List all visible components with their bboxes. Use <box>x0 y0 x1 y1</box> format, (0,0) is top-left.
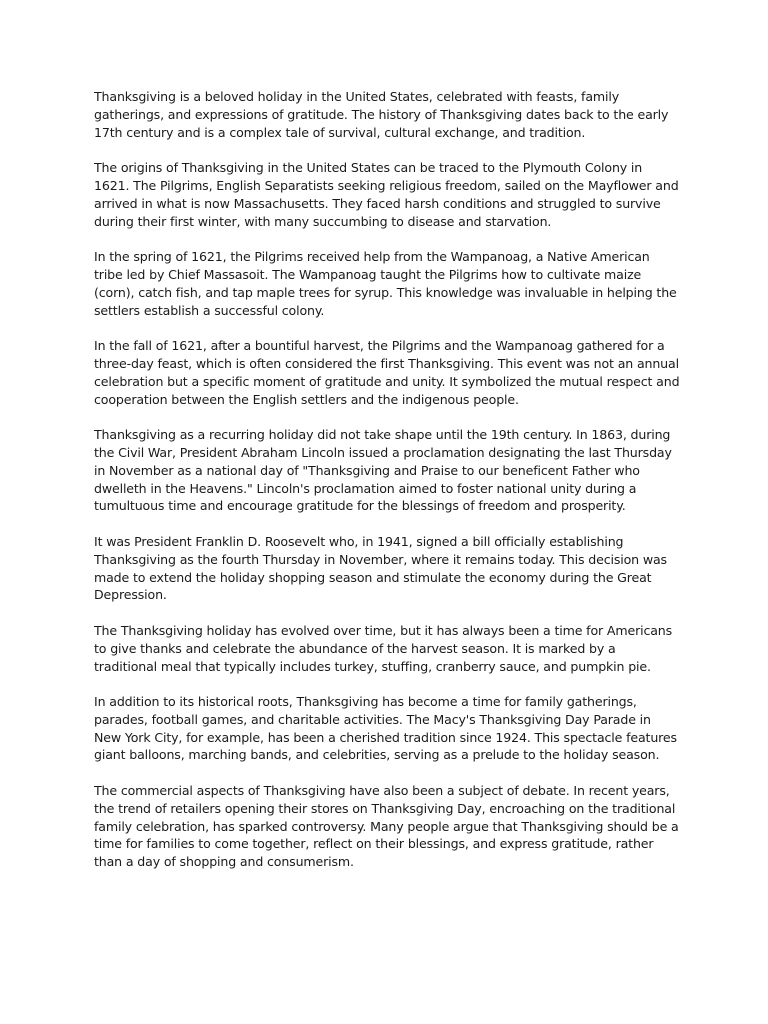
paragraph-roosevelt: It was President Franklin D. Roosevelt who, in 1941, signed a bill officially establishing Thanksgiving as the fourth Thursday in November, where it remains today. This decision was made to extend the holiday shopping season and stimulate the economy during the Great Depression. <box>94 533 667 603</box>
paragraph-first-feast: In the fall of 1621, after a bountiful harvest, the Pilgrims and the Wampanoag gathered for a three-day feast, which is often considered the first Thanksgiving. This event was not an annual celebration but a specific moment of gratitude and unity. It symbolized the mutual respect and cooperation between the English settlers and the indigenous people. <box>94 338 680 407</box>
paragraph-lincoln: Thanksgiving as a recurring holiday did not take shape until the 19th century. In 1863, during the Civil War, President Abraham Lincoln issued a proclamation designating the last Thursday in November as a national day of "Thanksgiving and Praise to our beneficent Father who dwelleth in the Heavens." Lincoln's proclamation aimed to foster national unity during a tumultuous time and encourage gratitude for the blessings of freedom and prosperity. <box>94 427 672 514</box>
paragraph-origins: The origins of Thanksgiving in the United States can be traced to the Plymouth Colony in 1621. The Pilgrims, English Separatists seeking religious freedom, sailed on the Mayflower and arrived in what is now Massachusetts. They faced harsh conditions and struggled to survive during their first winter, with many succumbing to disease and starvation. <box>94 160 679 229</box>
paragraph-traditions: In addition to its historical roots, Thanksgiving has become a time for family gatherings, parades, football games, and charitable activities. The Macy's Thanksgiving Day Parade in New York City, for example, has been a cherished tradition since 1924. This spectacle features giant balloons, marching bands, and celebrities, serving as a prelude to the holiday season. <box>94 694 677 763</box>
document-body <box>94 88 680 889</box>
paragraph-intro: Thanksgiving is a beloved holiday in the United States, celebrated with feasts, family gatherings, and expressions of gratitude. The history of Thanksgiving dates back to the early 17th century and is a complex tale of survival, cultural exchange, and tradition. <box>94 89 669 140</box>
paragraph-commercial: The commercial aspects of Thanksgiving have also been a subject of debate. In recent years, the trend of retailers opening their stores on Thanksgiving Day, encroaching on the traditional family celebration, has sparked controversy. Many people argue that Thanksgiving should be a time for families to come together, reflect on their blessings, and express gratitude, rather than a day of shopping and consumerism. <box>94 783 679 870</box>
paragraph-evolution: The Thanksgiving holiday has evolved over time, but it has always been a time for Americans to give thanks and celebrate the abundance of the harvest season. It is marked by a traditional meal that typically includes turkey, stuffing, cranberry sauce, and pumpkin pie. <box>94 622 673 674</box>
paragraph-wampanoag: In the spring of 1621, the Pilgrims received help from the Wampanoag, a Native American tribe led by Chief Massasoit. The Wampanoag taught the Pilgrims how to cultivate maize (corn), catch fish, and tap maple trees for syrup. This knowledge was invaluable in helping the settlers establish a successful colony. <box>94 249 677 318</box>
